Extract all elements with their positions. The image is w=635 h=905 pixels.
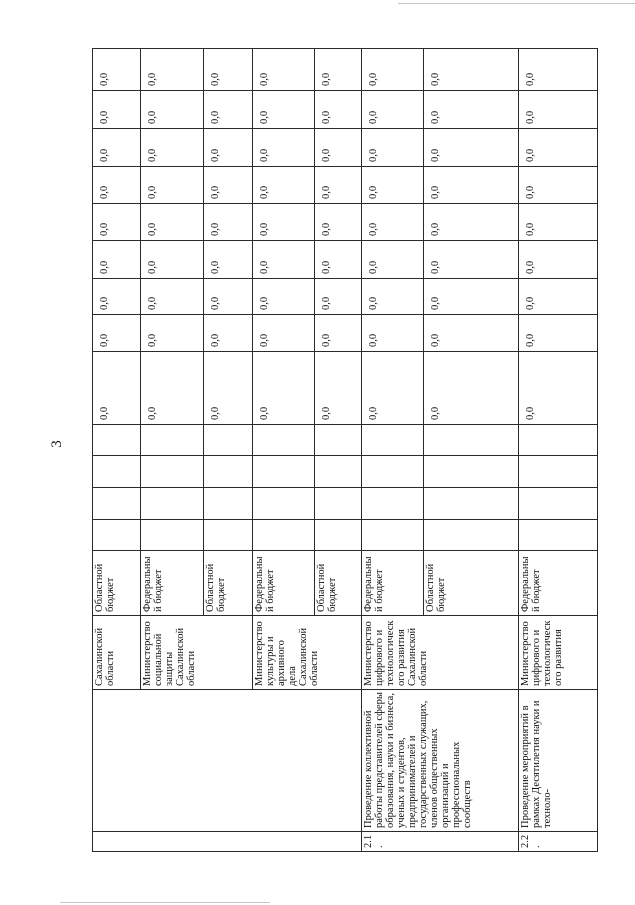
- value-cell: 0,0: [210, 148, 221, 162]
- value-cell: 0,0: [259, 296, 270, 310]
- column-divider: [93, 455, 597, 456]
- funding-source-cell: Федеральный бюджет: [520, 556, 542, 612]
- funding-source-cell: Областной бюджет: [425, 563, 447, 612]
- value-cell: 0,0: [259, 185, 270, 199]
- column-divider: [93, 487, 597, 488]
- value-cell: 0,0: [321, 110, 332, 124]
- column-divider: [93, 519, 597, 520]
- scan-artifact-bottom: [60, 902, 270, 903]
- value-cell: 0,0: [525, 110, 536, 124]
- value-cell: 0,0: [430, 185, 441, 199]
- funding-source-cell: Федеральный бюджет: [254, 556, 276, 612]
- value-cell: 0,0: [368, 222, 379, 236]
- value-cell: 0,0: [99, 296, 110, 310]
- value-cell: 0,0: [430, 406, 441, 420]
- value-cell: 0,0: [525, 148, 536, 162]
- value-cell: 0,0: [210, 296, 221, 310]
- value-cell: 0,0: [259, 406, 270, 420]
- value-cell: 0,0: [210, 222, 221, 236]
- value-cell: 0,0: [99, 148, 110, 162]
- value-cell: 0,0: [525, 406, 536, 420]
- funding-source-cell: Федеральный бюджет: [142, 556, 164, 612]
- value-cell: 0,0: [147, 185, 158, 199]
- value-cell: 0,0: [210, 185, 221, 199]
- value-cell: 0,0: [99, 222, 110, 236]
- value-cell: 0,0: [321, 296, 332, 310]
- value-cell: 0,0: [525, 185, 536, 199]
- value-cell: 0,0: [430, 72, 441, 86]
- value-cell: 0,0: [147, 222, 158, 236]
- value-cell: 0,0: [525, 72, 536, 86]
- value-cell: 0,0: [321, 333, 332, 347]
- value-cell: 0,0: [321, 148, 332, 162]
- value-cell: 0,0: [147, 296, 158, 310]
- value-cell: 0,0: [321, 72, 332, 86]
- value-cell: 0,0: [99, 110, 110, 124]
- scan-artifact-top: [398, 3, 635, 4]
- value-cell: 0,0: [321, 222, 332, 236]
- value-cell: 0,0: [321, 406, 332, 420]
- value-cell: 0,0: [430, 110, 441, 124]
- value-cell: 0,0: [210, 110, 221, 124]
- value-cell: 0,0: [147, 148, 158, 162]
- value-cell: 0,0: [147, 72, 158, 86]
- index-cell: 2.1.: [363, 834, 385, 848]
- executor-cell: Министерство цифрового и технологического развития: [520, 620, 564, 686]
- value-cell: 0,0: [430, 222, 441, 236]
- page-number: 3: [49, 440, 65, 448]
- executor-cell: Сахалинской области: [94, 627, 116, 686]
- value-cell: 0,0: [368, 296, 379, 310]
- value-cell: 0,0: [321, 260, 332, 274]
- value-cell: 0,0: [525, 222, 536, 236]
- index-cell: 2.2.: [520, 834, 542, 848]
- value-cell: 0,0: [259, 222, 270, 236]
- value-cell: 0,0: [430, 260, 441, 274]
- value-cell: 0,0: [147, 110, 158, 124]
- value-cell: 0,0: [259, 72, 270, 86]
- value-cell: 0,0: [99, 406, 110, 420]
- value-cell: 0,0: [210, 333, 221, 347]
- executor-cell: Министерство социальной защиты Сахалинской области: [142, 621, 197, 686]
- value-cell: 0,0: [368, 110, 379, 124]
- value-cell: 0,0: [430, 333, 441, 347]
- value-cell: 0,0: [99, 260, 110, 274]
- value-cell: 0,0: [430, 148, 441, 162]
- value-cell: 0,0: [99, 185, 110, 199]
- column-divider: [93, 424, 597, 425]
- value-cell: 0,0: [368, 72, 379, 86]
- value-cell: 0,0: [210, 406, 221, 420]
- value-cell: 0,0: [368, 260, 379, 274]
- funding-source-cell: Федеральный бюджет: [363, 556, 385, 612]
- value-cell: 0,0: [525, 260, 536, 274]
- value-cell: 0,0: [147, 260, 158, 274]
- value-cell: 0,0: [99, 72, 110, 86]
- budget-table: [92, 48, 598, 852]
- event-cell: Проведение мероприятий в рамках Десятилетия науки и техноло-: [520, 700, 553, 828]
- value-cell: 0,0: [259, 333, 270, 347]
- value-cell: 0,0: [147, 333, 158, 347]
- funding-source-cell: Областной бюджет: [205, 563, 227, 612]
- value-cell: 0,0: [368, 185, 379, 199]
- executor-cell: Министерство цифрового и технологического развития Сахалинской области: [363, 620, 429, 686]
- event-cell: Проведение коллективной работы представителей сферы образования, науки и бизнеса, ученых и студентов, предпринимателей и государственных служащих, членов общественных организаций и профессиональных сообществ: [363, 692, 473, 828]
- executor-cell: Министерство культуры и архивного дела Сахалинской области: [254, 621, 320, 686]
- value-cell: 0,0: [210, 260, 221, 274]
- value-cell: 0,0: [368, 333, 379, 347]
- value-cell: 0,0: [525, 296, 536, 310]
- value-cell: 0,0: [99, 333, 110, 347]
- value-cell: 0,0: [368, 148, 379, 162]
- value-cell: 0,0: [321, 185, 332, 199]
- funding-source-cell: Областной бюджет: [94, 563, 116, 612]
- value-cell: 0,0: [525, 333, 536, 347]
- value-cell: 0,0: [259, 110, 270, 124]
- funding-source-cell: Областной бюджет: [316, 563, 338, 612]
- value-cell: 0,0: [259, 260, 270, 274]
- value-cell: 0,0: [430, 296, 441, 310]
- value-cell: 0,0: [368, 406, 379, 420]
- value-cell: 0,0: [147, 406, 158, 420]
- value-cell: 0,0: [259, 148, 270, 162]
- value-cell: 0,0: [210, 72, 221, 86]
